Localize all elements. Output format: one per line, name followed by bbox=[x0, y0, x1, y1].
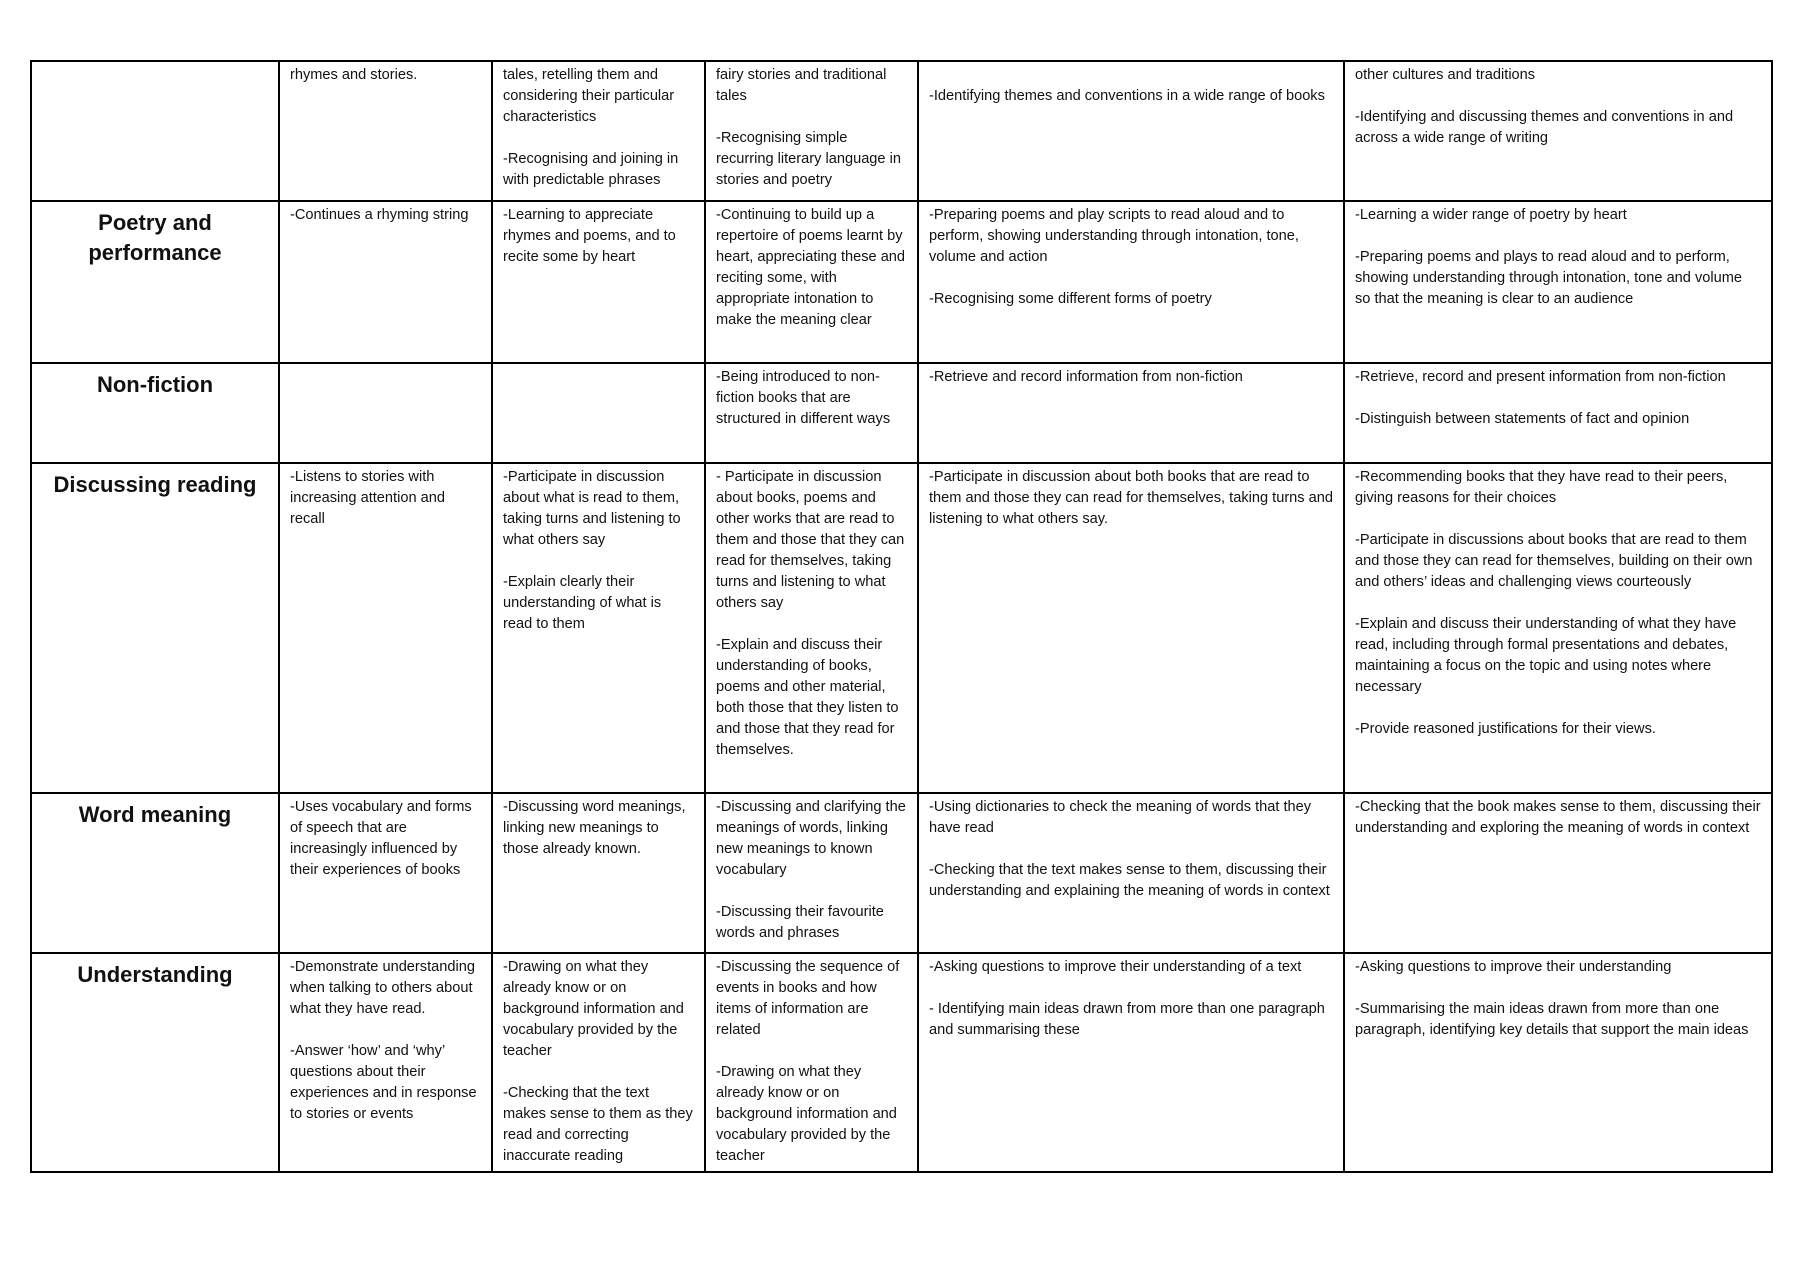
table-cell bbox=[279, 953, 492, 1172]
cell-paragraph: -Recognising and joining in with predictable phrases bbox=[503, 151, 679, 188]
table-row bbox=[31, 953, 1772, 1172]
table-cell bbox=[705, 363, 918, 463]
table-cell bbox=[918, 463, 1344, 793]
table-cell bbox=[1344, 363, 1772, 463]
cell-paragraph: -Listens to stories with increasing attention and recall bbox=[290, 469, 445, 527]
table-cell bbox=[705, 953, 918, 1172]
cell-paragraph: -Recognising simple recurring literary language in stories and poetry bbox=[716, 130, 901, 188]
row-heading: Poetry and performance bbox=[31, 201, 279, 363]
table-row bbox=[31, 363, 1772, 463]
table-cell bbox=[279, 61, 492, 201]
cell-paragraph: -Learning a wider range of poetry by heart bbox=[1355, 207, 1627, 223]
row-heading bbox=[31, 61, 279, 201]
table-cell bbox=[492, 363, 705, 463]
cell-paragraph: -Discussing their favourite words and phrases bbox=[716, 904, 884, 941]
table-cell bbox=[918, 363, 1344, 463]
cell-paragraph: -Asking questions to improve their understanding of a text bbox=[929, 959, 1302, 975]
table-cell bbox=[492, 201, 705, 363]
table-row bbox=[31, 61, 1772, 201]
cell-paragraph: -Preparing poems and plays to read aloud and to perform, showing understanding through intonation, tone and volume so that the meaning is clear to an audience bbox=[1355, 249, 1743, 307]
row-heading: Word meaning bbox=[31, 793, 279, 953]
table-cell bbox=[492, 953, 705, 1172]
cell-paragraph: -Checking that the book makes sense to them, discussing their understanding and exploring the meaning of words in context bbox=[1355, 799, 1761, 836]
table-row bbox=[31, 201, 1772, 363]
cell-paragraph: -Preparing poems and play scripts to read aloud and to perform, showing understanding through intonation, tone, volume and action bbox=[929, 207, 1299, 265]
table-cell bbox=[705, 463, 918, 793]
row-heading: Discussing reading bbox=[31, 463, 279, 793]
reading-curriculum-table bbox=[30, 60, 1773, 1173]
table-cell bbox=[279, 201, 492, 363]
cell-paragraph: -Identifying themes and conventions in a wide range of books bbox=[929, 88, 1325, 104]
cell-paragraph: tales, retelling them and considering their particular characteristics bbox=[503, 67, 675, 125]
table-cell bbox=[279, 793, 492, 953]
table-cell bbox=[279, 463, 492, 793]
cell-paragraph: -Continues a rhyming string bbox=[290, 207, 469, 223]
row-heading: Non-fiction bbox=[31, 363, 279, 463]
cell-paragraph: -Demonstrate understanding when talking to others about what they have read. bbox=[290, 959, 475, 1017]
cell-paragraph: fairy stories and traditional tales bbox=[716, 67, 887, 104]
cell-paragraph: -Recognising some different forms of poetry bbox=[929, 291, 1212, 307]
cell-paragraph: - Identifying main ideas drawn from more than one paragraph and summarising these bbox=[929, 1001, 1325, 1038]
cell-paragraph: -Retrieve and record information from non-fiction bbox=[929, 369, 1243, 385]
cell-paragraph: -Distinguish between statements of fact and opinion bbox=[1355, 411, 1690, 427]
table-cell bbox=[279, 363, 492, 463]
cell-paragraph: -Drawing on what they already know or on background information and vocabulary provided by the teacher bbox=[503, 959, 684, 1059]
table-cell bbox=[918, 793, 1344, 953]
cell-paragraph: -Being introduced to non-fiction books that are structured in different ways bbox=[716, 369, 891, 427]
cell-paragraph: -Recommending books that they have read to their peers, giving reasons for their choices bbox=[1355, 469, 1728, 506]
cell-paragraph: -Explain and discuss their understanding of what they have read, including through formal presentations and debates, maintaining a focus on the topic and using notes where necessary bbox=[1355, 616, 1737, 695]
table-cell bbox=[492, 463, 705, 793]
cell-paragraph: -Retrieve, record and present information from non-fiction bbox=[1355, 369, 1726, 385]
cell-paragraph: -Participate in discussion about what is read to them, taking turns and listening to what others say bbox=[503, 469, 681, 548]
cell-paragraph: -Asking questions to improve their understanding bbox=[1355, 959, 1672, 975]
cell-paragraph: -Checking that the text makes sense to them, discussing their understanding and explaining the meaning of words in context bbox=[929, 862, 1330, 899]
cell-paragraph: -Explain clearly their understanding of what is read to them bbox=[503, 574, 662, 632]
table-cell bbox=[1344, 793, 1772, 953]
table-cell bbox=[918, 953, 1344, 1172]
cell-paragraph: other cultures and traditions bbox=[1355, 67, 1536, 83]
cell-paragraph: -Discussing word meanings, linking new meanings to those already known. bbox=[503, 799, 686, 857]
cell-paragraph: -Continuing to build up a repertoire of poems learnt by heart, appreciating these and reciting some, with appropriate intonation to make the meaning clear bbox=[716, 207, 906, 328]
cell-paragraph: -Drawing on what they already know or on background information and vocabulary provided by the teacher bbox=[716, 1064, 897, 1164]
cell-paragraph: -Participate in discussions about books that are read to them and those they can read for themselves, building on their own and others’ ideas and challenging views courteously bbox=[1355, 532, 1753, 590]
cell-paragraph: -Participate in discussion about both books that are read to them and those they can read for themselves, taking turns and listening to what others say. bbox=[929, 469, 1333, 527]
cell-paragraph: -Checking that the text makes sense to them as they read and correcting inaccurate reading bbox=[503, 1085, 693, 1164]
table-cell bbox=[492, 793, 705, 953]
cell-paragraph: -Summarising the main ideas drawn from more than one paragraph, identifying key details that support the main ideas bbox=[1355, 1001, 1749, 1038]
table-cell bbox=[918, 201, 1344, 363]
cell-paragraph: -Provide reasoned justifications for their views. bbox=[1355, 721, 1656, 737]
cell-paragraph: -Explain and discuss their understanding of books, poems and other material, both those that they listen to and those that they read for themselves. bbox=[716, 637, 899, 758]
cell-paragraph: -Learning to appreciate rhymes and poems, and to recite some by heart bbox=[503, 207, 676, 265]
table-cell bbox=[1344, 463, 1772, 793]
row-heading: Understanding bbox=[31, 953, 279, 1172]
table-row bbox=[31, 793, 1772, 953]
table-cell bbox=[705, 61, 918, 201]
cell-paragraph: rhymes and stories. bbox=[290, 67, 418, 83]
table-cell bbox=[1344, 61, 1772, 201]
table-cell bbox=[492, 61, 705, 201]
table-row bbox=[31, 463, 1772, 793]
cell-paragraph: -Identifying and discussing themes and conventions in and across a wide range of writing bbox=[1355, 109, 1734, 146]
cell-paragraph: -Answer ‘how’ and ‘why’ questions about their experiences and in response to stories or events bbox=[290, 1043, 477, 1122]
table-cell bbox=[918, 61, 1344, 201]
cell-paragraph: - Participate in discussion about books, poems and other works that are read to them and those that they can read for themselves, taking turns and listening to what others say bbox=[716, 469, 905, 611]
cell-paragraph: -Discussing the sequence of events in books and how items of information are related bbox=[716, 959, 900, 1038]
table-cell bbox=[1344, 201, 1772, 363]
cell-paragraph: -Using dictionaries to check the meaning of words that they have read bbox=[929, 799, 1312, 836]
table-cell bbox=[705, 793, 918, 953]
cell-paragraph: -Uses vocabulary and forms of speech that are increasingly influenced by their experiences of books bbox=[290, 799, 472, 878]
table-cell bbox=[705, 201, 918, 363]
cell-paragraph: -Discussing and clarifying the meanings of words, linking new meanings to known vocabulary bbox=[716, 799, 906, 878]
table-cell bbox=[1344, 953, 1772, 1172]
